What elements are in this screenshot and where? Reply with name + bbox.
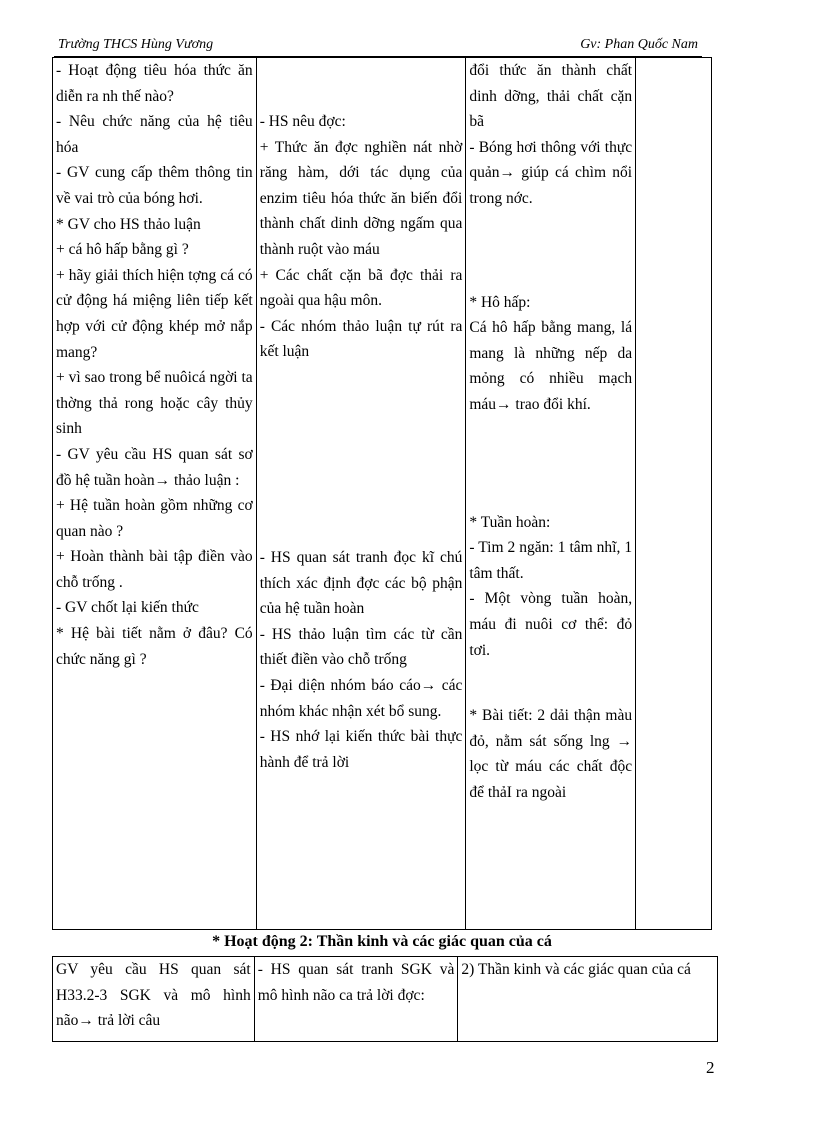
text-line: - HS nhớ lại kiến thức bài thực hành để trả lời [259,728,463,771]
text-line: + Thức ăn đợc nghiền nát nhờ răng hàm, dới tác dụng của enzim tiêu hóa thức ăn biến đổi thành chất dinh dỡng ngấm qua thành ruột vào máu [259,138,463,258]
teacher-activity-cell: GV yêu cầu HS quan sát H33.2-3 SGK và mô hình não→ trả lời câu [53,957,255,1042]
school-name: Trường THCS Hùng Vương [58,37,214,52]
text-line: Cá hô hấp bằng mang, lá mang là những nếp da mỏng có nhiều mạch máu→ trao đổi khí. [469,319,633,413]
text-line: + vì sao trong bể nuôicá ngời ta thờng thả rong hoặc cây thủy sinh [56,369,253,438]
text-line: - HS nêu đợc: [259,113,346,130]
activity-2-table [52,956,718,1042]
text-line: - HS thảo luận tìm các từ cần thiết điền vào chỗ trống [259,625,463,669]
text-line: + hãy giải thích hiện tợng cá có cử động há miệng liên tiếp kết hợp với cử động khép mở nắp mang? [56,266,253,361]
content-cell: 2) Thần kinh và các giác quan của cá [458,957,718,1042]
page-number: 2 [706,1058,715,1077]
text-line: + cá hô hấp bằng gì ? [56,241,189,259]
teacher-activity-column [53,58,257,930]
text-line: - Tim 2 ngăn: 1 tâm nhĩ, 1 tâm thất. [469,539,633,582]
text-line: + Các chất cặn bã đợc thải ra ngoài qua hậu môn. [259,266,463,310]
text-line: * Hô hấp: [469,293,531,311]
text-line: * Tuần hoàn: [469,513,551,531]
content-column [466,58,636,930]
text-line: + Hệ tuần hoàn gồm những cơ quan nào ? [56,497,253,540]
student-activity-column [256,58,466,930]
text-line: + Hoàn thành bài tập điền vào chỗ trống . [56,548,253,591]
text-line: - GV yêu cầu HS quan sát sơ đồ hệ tuần hoàn→ thảo luận : [56,445,253,489]
text-line: - HS quan sát tranh đọc kĩ chú thích xác định đợc các bộ phận của hệ tuần hoàn [259,548,463,618]
text-line: - Đại diện nhóm báo cáo→ các nhóm khác nhận xét bổ sung. [259,676,463,720]
text-line: - Hoạt động tiêu hóa thức ăn diễn ra nh thế nào? [56,62,253,105]
text-line: - Một vòng tuần hoàn, máu đi nuôi cơ thể: đỏ tơi. [469,590,633,659]
text-line: - GV chốt lại kiến thức [56,599,199,617]
student-activity-cell: - HS quan sát tranh SGK và mô hình não ca trả lời đợc: [254,957,458,1042]
text-line: * GV cho HS thảo luận [56,215,201,233]
lesson-table [52,57,712,930]
text-line: - GV cung cấp thêm thông tin về vai trò của bóng hơi. [56,164,253,207]
text-line: đổi thức ăn thành chất dinh dỡng, thải chất cặn bã [469,62,633,131]
text-line: * Bài tiết: 2 dải thận màu đỏ, nằm sát sống lng → lọc từ máu các chất độc để thảI ra ngoài [469,707,633,801]
text-line: * Hệ bài tiết nằm ở đâu? Có chức năng gì ? [56,625,253,668]
text-line: - Nêu chức năng của hệ tiêu hóa [56,113,253,156]
text-line: - Bóng hơi thông với thực quản→ giúp cá chìm nổi trong nớc. [469,138,633,207]
teacher-name: Gv: Phan Quốc Nam [580,37,698,52]
empty-column [636,58,712,930]
text-line: - Các nhóm thảo luận tự rút ra kết luận [259,317,463,361]
section-heading: * Hoạt động 2: Thần kinh và các giác quan của cá [212,933,552,950]
page-header [54,36,702,57]
